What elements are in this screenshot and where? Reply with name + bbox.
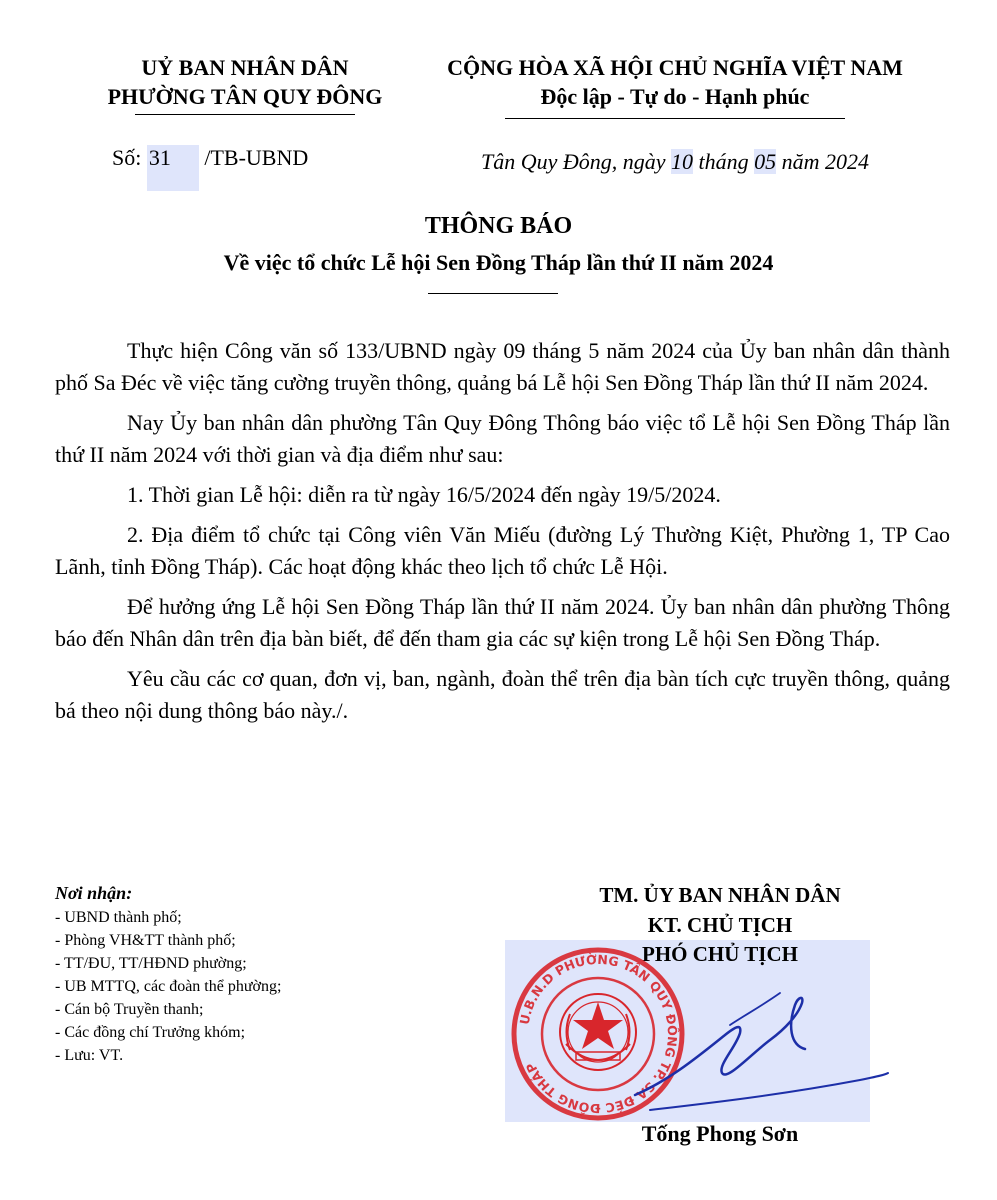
recipients-title: Nơi nhận: [55, 883, 133, 903]
number-suffix: /TB-UBND [198, 145, 309, 170]
number-prefix: Số: [112, 145, 147, 170]
place-date [415, 149, 935, 175]
document-body [55, 335, 950, 735]
recipient-item: - UBND thành phố; [55, 909, 182, 926]
date-year: năm 2024 [776, 149, 870, 174]
nation-name: CỘNG HÒA XÃ HỘI CHỦ NGHĨA VIỆT NAM [447, 55, 903, 80]
recipients-list [55, 882, 475, 1067]
recipient-item: - UB MTTQ, các đoàn thể phường; [55, 978, 282, 995]
body-paragraph: Nay Ủy ban nhân dân phường Tân Quy Đông Thông báo việc tổ Lễ hội Sen Đồng Tháp lần thứ II năm 2024 với thời gian và địa điểm như sau: [55, 410, 950, 467]
title-underline [428, 293, 558, 294]
signature-title-line2: KT. CHỦ TỊCH [647, 913, 793, 937]
body-paragraph: 2. Địa điểm tổ chức tại Công viên Văn Miếu (đường Lý Thường Kiệt, Phường 1, TP Cao Lãnh, tỉnh Đồng Tháp). Các hoạt động khác theo lịch tổ chức Lễ Hội. [55, 522, 950, 579]
document-number [112, 145, 308, 191]
body-paragraph: 1. Thời gian Lễ hội: diễn ra từ ngày 16/5/2024 đến ngày 19/5/2024. [127, 482, 721, 507]
date-prefix: Tân Quy Đông, ngày [480, 149, 672, 174]
date-day: 10 [671, 149, 694, 174]
signature-title-line1: TM. ỦY BAN NHÂN DÂN [599, 883, 841, 907]
number-value: 31 [147, 145, 199, 191]
document-subtitle: Về việc tổ chức Lễ hội Sen Đồng Tháp lần thứ II năm 2024 [223, 250, 774, 275]
nation-motto: Độc lập - Tự do - Hạnh phúc [540, 84, 810, 109]
signer-name: Tống Phong Sơn [641, 1121, 799, 1146]
recipient-item: - Các đồng chí Trưởng khóm; [55, 1024, 246, 1041]
body-paragraph: Yêu cầu các cơ quan, đơn vị, ban, ngành, đoàn thể trên địa bàn tích cực truyền thông, quảng bá theo nội dung thông báo này./. [55, 666, 950, 723]
svg-text:U.B.N.D PHƯỜNG TÂN QUY ĐÔNG TP: U.B.N.D PHƯỜNG TÂN QUY ĐÔNG TP. SA ĐÉC ĐỒNG THÁP [516, 951, 681, 1117]
agency-name-line2: PHƯỜNG TÂN QUY ĐÔNG [107, 84, 383, 109]
agency-name-line1: UỶ BAN NHÂN DÂN [141, 55, 349, 80]
date-month: 05 [754, 149, 777, 174]
signature-title-line3: PHÓ CHỦ TỊCH [642, 942, 798, 966]
recipient-item: - TT/ĐU, TT/HĐND phường; [55, 955, 247, 972]
recipient-item: - Cán bộ Truyền thanh; [55, 1001, 204, 1018]
handwritten-signature-icon [630, 985, 890, 1115]
motto-underline [505, 118, 845, 119]
recipient-item: - Lưu: VT. [55, 1047, 124, 1064]
body-paragraph: Để hưởng ứng Lễ hội Sen Đồng Tháp lần thứ II năm 2024. Ủy ban nhân dân phường Thông báo đến Nhân dân trên địa bàn biết, để đến tham gia các sự kiện trong Lễ hội Sen Đồng Tháp. [55, 594, 950, 651]
document-title: THÔNG BÁO [424, 213, 573, 239]
date-month-label: tháng [693, 149, 755, 174]
agency-underline [135, 114, 355, 115]
body-paragraph: Thực hiện Công văn số 133/UBND ngày 09 tháng 5 năm 2024 của Ủy ban nhân dân thành phố Sa Đéc về việc tăng cường truyền thông, quảng bá Lễ hội Sen Đồng Tháp lần thứ II năm 2024. [55, 338, 950, 395]
recipient-item: - Phòng VH&TT thành phố; [55, 932, 236, 949]
